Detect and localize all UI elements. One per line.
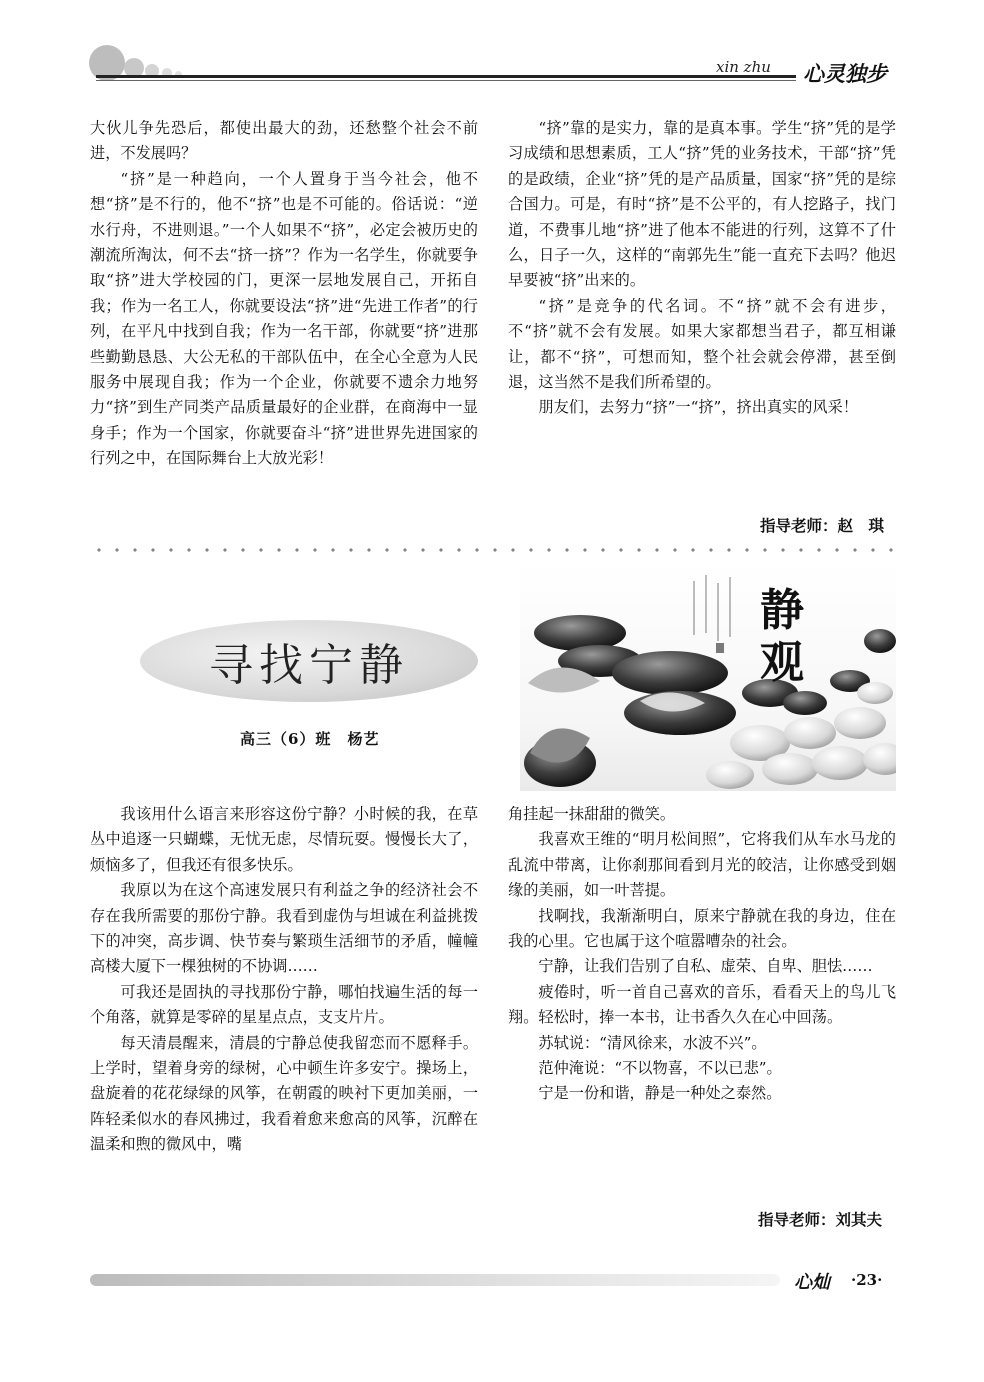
paragraph: 疲倦时，听一首自己喜欢的音乐，看看天上的鸟儿飞翔。轻松时，捧一本书，让书香久久在心中回荡。	[508, 982, 896, 1027]
paragraph: 角挂起一抹甜甜的微笑。	[508, 805, 676, 823]
advisor-credit: 指导老师：刘其夫	[758, 1211, 883, 1229]
paragraph: 我喜欢王维的“明月松间照”，它将我们从车水马龙的乱流中带离，让你刹那间看到月光的皎洁，让你感受到姻缘的美丽，如一叶菩提。	[508, 830, 896, 900]
article2-right-column	[508, 802, 896, 1107]
footer-bar	[90, 1274, 780, 1286]
paragraph: 每天清晨醒来，清晨的宁静总使我留恋而不愿释手。上学时，望着身旁的绿树，心中顿生许多安宁。操场上，盘旋着的花花绿绿的风筝，在朝霞的映衬下更加美丽，一阵轻柔似水的春风拂过，我看着愈来愈高的风筝，沉醉在温柔和煦的微风中，嘴	[90, 1033, 478, 1154]
paragraph: 宁是一份和谐，静是一种处之泰然。	[538, 1084, 782, 1103]
paragraph: “挤”靠的是实力，靠的是真本事。学生“挤”凭的是学习成绩和思想素质，工人“挤”凭的业务技术，干部“挤”凭的是政绩，企业“挤”凭的是产品质量，国家“挤”凭的是综合国力。可是，有时“挤”是不公平的，有人挖路子，找门道，不费事儿地“挤”进了他本不能进的行列，这算不了什么，日子一久，这样的“南郭先生”能一直充下去吗？他迟早要被“挤”出来的。	[508, 119, 896, 290]
author-byline: 高三（6）班 杨艺	[240, 730, 380, 748]
paragraph: 可我还是固执的寻找那份宁静，哪怕找遍生活的每一个角落，就算是零碎的星星点点，支支片片。	[90, 982, 478, 1027]
section-title: 心灵独步	[803, 62, 887, 86]
page-number: ·23·	[851, 1271, 883, 1289]
paragraph: 大伙儿争先恐后，都使出最大的劲，还愁整个社会不前进，不发展吗？	[90, 119, 478, 163]
article-title: 寻找宁静	[209, 640, 409, 691]
paragraph: 找啊找，我渐渐明白，原来宁静就在我的身边，住在我的心里。它也属于这个喧嚣嘈杂的社会。	[508, 906, 896, 951]
paragraph: 我原以为在这个高速发展只有利益之争的经济社会不存在我所需要的那份宁静。我看到虚伪与坦诚在利益挑拨下的冲突，高步调、快节奏与繁琐生活细节的矛盾，幢幢高楼大厦下一棵独树的不协调……	[90, 881, 478, 976]
paragraph: 宁静，让我们告别了自私、虚荣、自卑、胆怯……	[538, 957, 873, 976]
article1-left-column	[90, 116, 478, 472]
magazine-name: 心灿	[794, 1272, 830, 1293]
article1-right-column	[508, 116, 896, 421]
paragraph: 范仲淹说：“不以物喜，不以已悲”。	[538, 1059, 782, 1078]
paragraph: 我该用什么语言来形容这份宁静？小时候的我，在草丛中追逐一只蝴蝶，无忧无虑，尽情玩耍。慢慢长大了，烦恼多了，但我还有很多快乐。	[90, 805, 478, 874]
advisor-credit: 指导老师：赵 琪	[760, 517, 885, 535]
stones-illustration	[520, 563, 896, 791]
paragraph: “挤”是一种趋向，一个人置身于当今社会，他不想“挤”是不行的，他不“挤”也是不可能的。俗话说：“逆水行舟，不进则退。”一个人如果不“挤”，必定会被历史的潮流所淘汰，何不去“挤一挤”？作为一名学生，你就要争取“挤”进大学校园的门，更深一层地发展自己，开拓自我；作为一名工人，你就要设法“挤”进“先进工作者”的行列，在平凡中找到自我；作为一名干部，你就要“挤”进那些勤勤恳恳、大公无私的干部队伍中，在全心全意为人民服务中展现自我；作为一个企业，你就要不遗余力地努力“挤”到生产同类产品质量最好的企业群，在商海中一显身手；作为一个国家，你就要奋斗“挤”进世界先进国家的行列之中，在国际舞台上大放光彩！	[90, 169, 478, 468]
article2-left-column	[90, 802, 478, 1158]
header-pinyin: xin zhu	[716, 58, 771, 76]
paragraph: 朋友们，去努力“挤”一“挤”，挤出真实的风采！	[538, 398, 859, 417]
paragraph: “挤”是竞争的代名词。不“挤”就不会有进步，不“挤”就不会有发展。如果大家都想当君子，都互相谦让，都不“挤”，可想而知，整个社会就会停滞，甚至倒退，这当然不是我们所希望的。	[508, 296, 896, 392]
calligraphy-jing-guan: 静观	[760, 585, 804, 688]
section-divider	[90, 545, 896, 555]
paragraph: 苏轼说：“清风徐来，水波不兴”。	[538, 1033, 767, 1052]
